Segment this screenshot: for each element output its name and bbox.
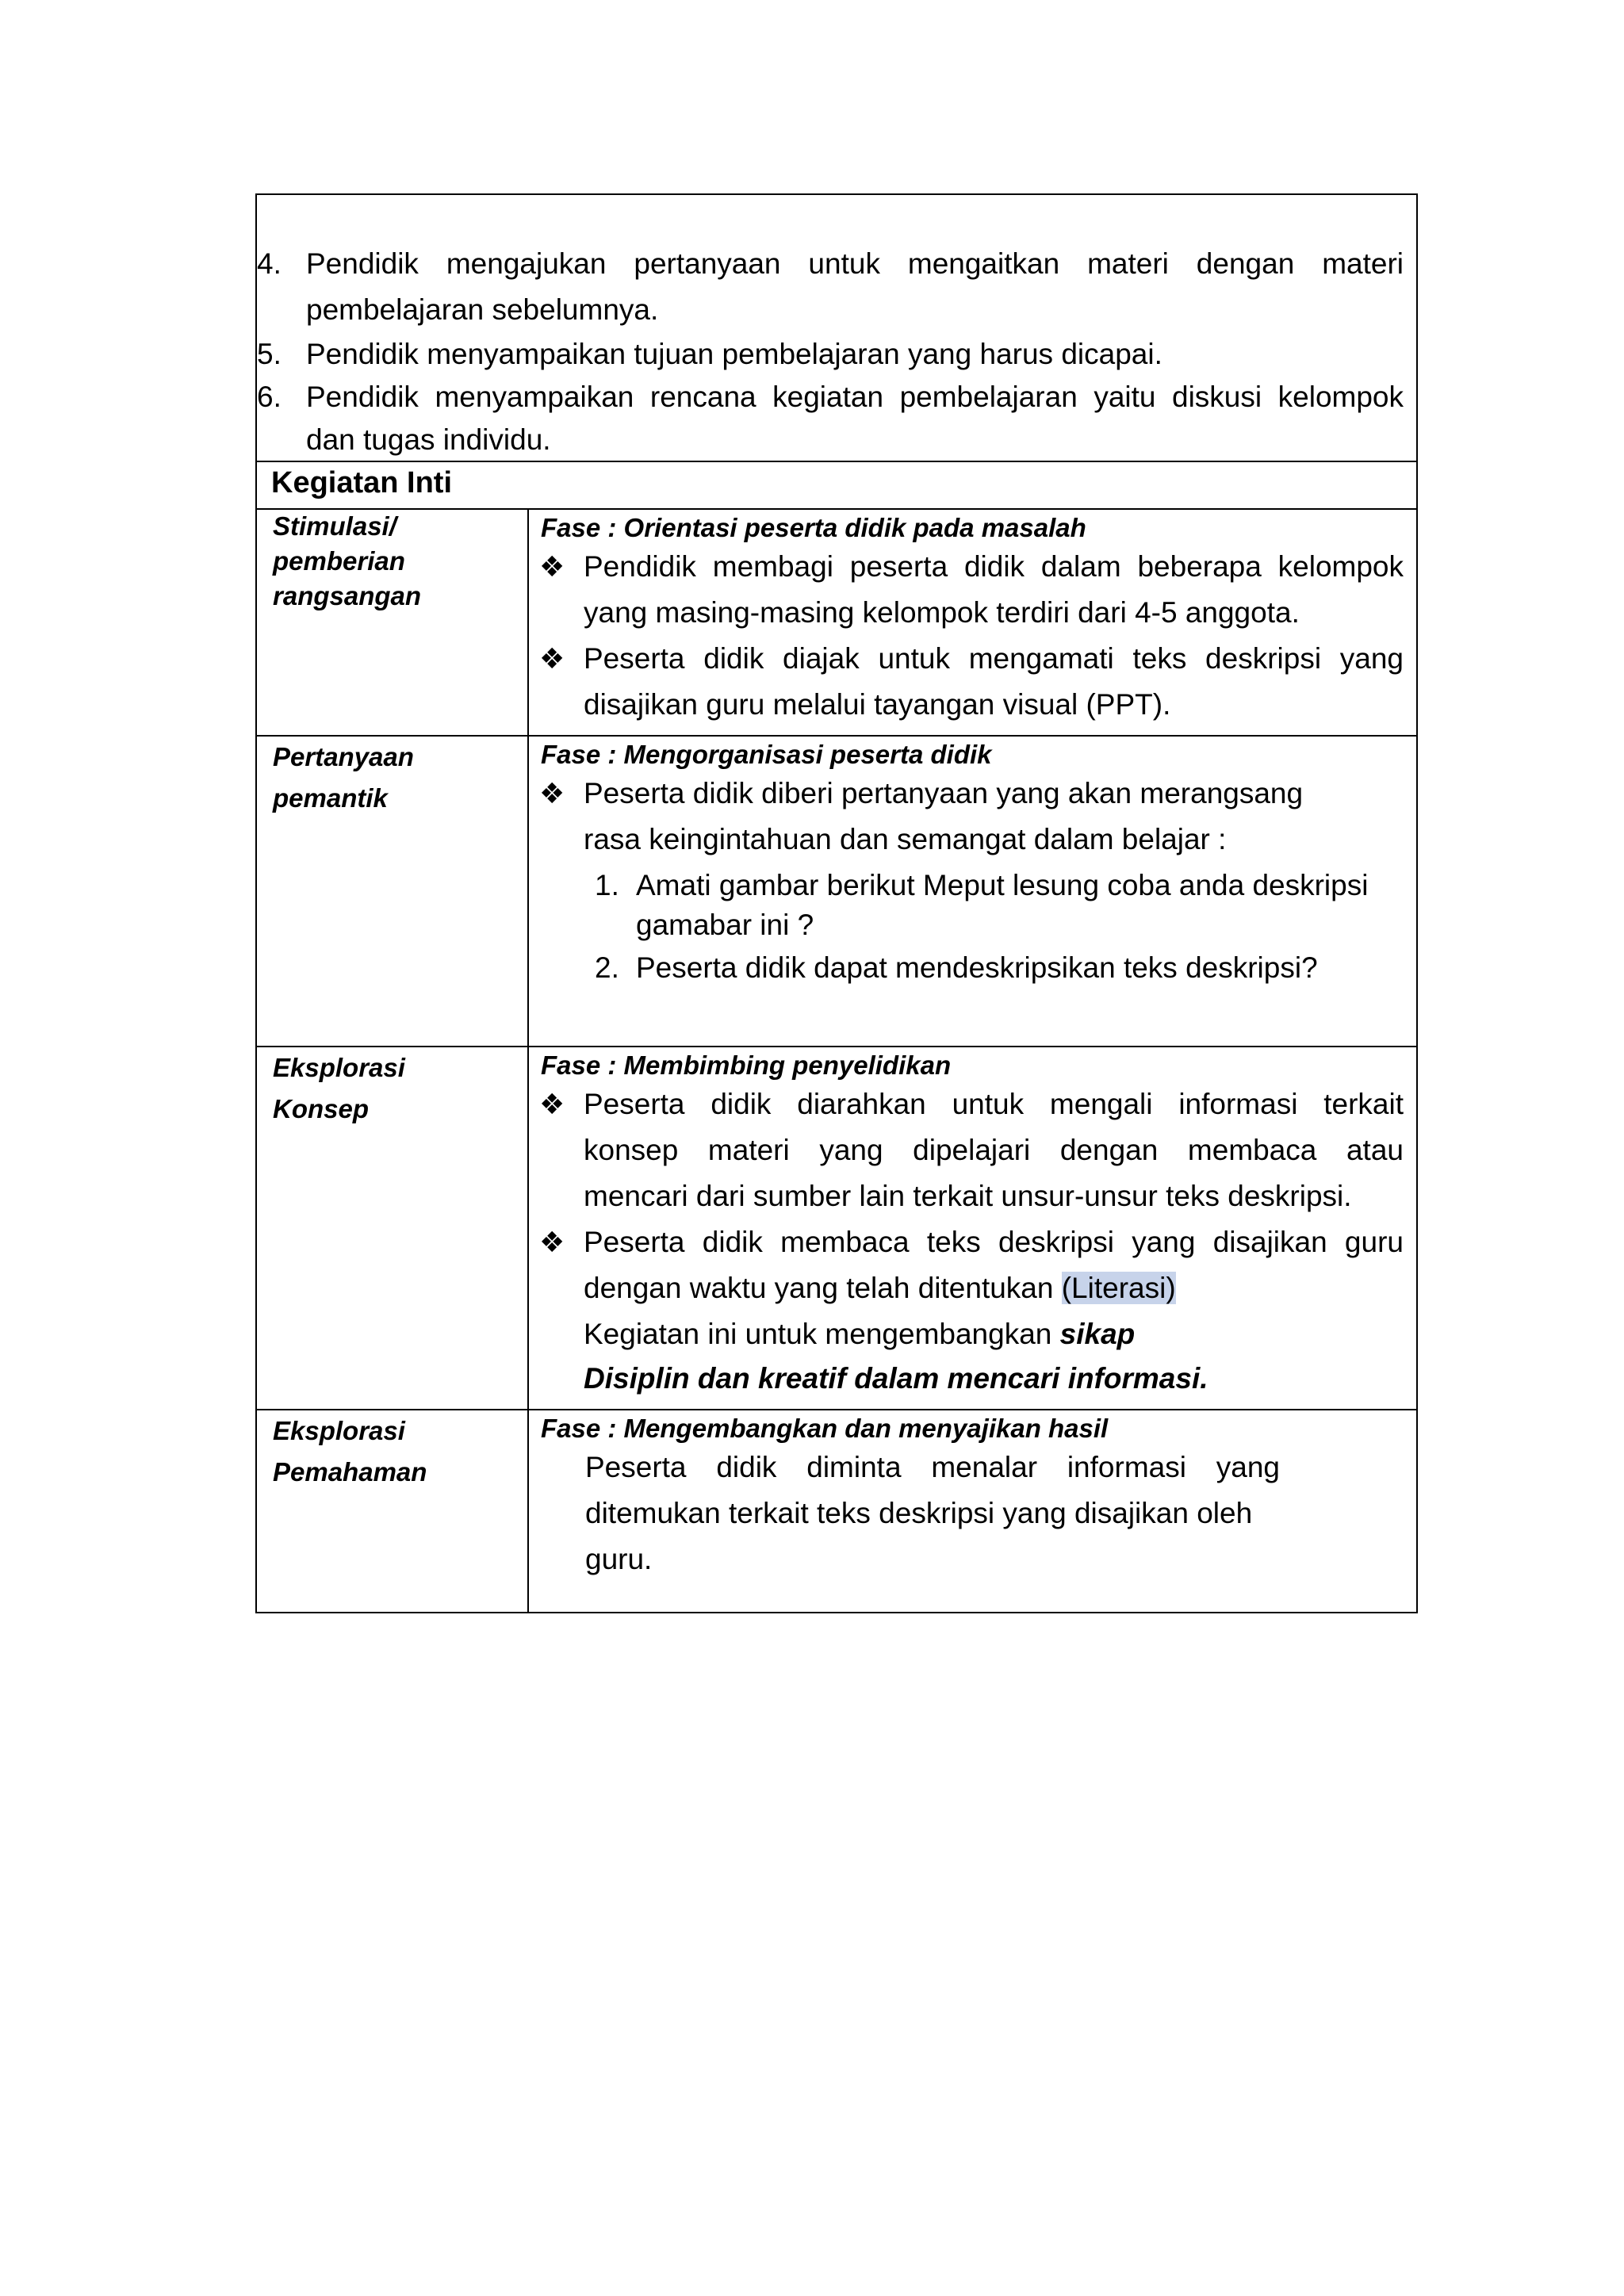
lesson-plan-table [255,193,1418,1613]
row-label-line: pemberian [273,546,405,576]
bullet-text: mencari dari sumber lain terkait unsur-unsur teks deskripsi. [584,1180,1352,1212]
question-text: Peserta didik dapat mendeskripsikan teks deskripsi? [636,951,1318,984]
diamond-bullet-icon: ❖ [539,550,565,583]
list-item-text: Pendidik mengajukan pertanyaan untuk mengaitkan materi dengan materi [306,247,1404,280]
note-emphasis: sikap [1059,1318,1136,1350]
row-label-line: Stimulasi/ [273,511,396,541]
question-number: 2. [595,951,619,984]
table-divider [257,508,1416,510]
bullet-text: Peserta didik diajak untuk mengamati teks deskripsi yang [584,642,1404,675]
list-item-text: Pendidik menyampaikan tujuan pembelajaran yang harus dicapai. [306,338,1162,370]
bullet-text: disajikan guru melalui tayangan visual (PPT). [584,688,1171,721]
row-label-line: Konsep [273,1094,370,1123]
question-number: 1. [595,869,619,901]
paragraph-line: ditemukan terkait teks deskripsi yang disajikan oleh [585,1497,1253,1529]
paragraph-line: Peserta didik diminta menalar informasi yang [585,1451,1280,1483]
bullet-text: dengan waktu yang telah ditentukan [584,1272,1054,1304]
bullet-text: Peserta didik diarahkan untuk mengali informasi terkait [584,1088,1404,1120]
diamond-bullet-icon: ❖ [539,777,565,809]
row-label-line: Pertanyaan [273,742,414,771]
bullet-text: Peserta didik diberi pertanyaan yang akan merangsang [584,777,1304,809]
row-label-line: pemantik [273,783,388,813]
diamond-bullet-icon: ❖ [539,1226,565,1258]
bullet-text-line [584,1265,1176,1311]
literasi-highlight: (Literasi) [1061,1272,1176,1304]
table-divider [257,735,1416,737]
phase-heading: Fase : Membimbing penyelidikan [541,1050,952,1080]
bullet-text: Peserta didik membaca teks deskripsi yang disajikan guru [584,1226,1404,1258]
row-label-line: Pemahaman [273,1457,427,1487]
bullet-text: konsep materi yang dipelajari dengan membaca atau [584,1134,1404,1166]
phase-heading: Fase : Mengembangkan dan menyajikan hasil [541,1414,1109,1443]
paragraph-line: guru. [585,1543,653,1575]
phase-heading: Fase : Mengorganisasi peserta didik [541,740,992,769]
table-divider [257,1046,1416,1047]
note-text: Kegiatan ini untuk mengembangkan [584,1318,1060,1350]
row-label-line: Eksplorasi [273,1053,405,1082]
row-label-line: Eksplorasi [273,1416,405,1445]
question-text: gamabar ini ? [636,909,814,941]
table-divider [257,1409,1416,1410]
list-item-text: dan tugas individu. [306,423,551,456]
development-note [584,1311,1135,1357]
diamond-bullet-icon: ❖ [539,642,565,675]
diamond-bullet-icon: ❖ [539,1088,565,1120]
row-label-line: rangsangan [273,581,422,610]
column-divider [527,508,529,1612]
question-text: Amati gambar berikut Meput lesung coba anda deskripsi [636,869,1369,901]
bullet-text: rasa keingintahuan dan semangat dalam belajar : [584,823,1227,855]
list-number: 6. [257,381,282,413]
list-item-text: pembelajaran sebelumnya. [306,293,659,326]
note-emphasis-line: Disiplin dan kreatif dalam mencari informasi. [584,1362,1208,1395]
bullet-text: Pendidik membagi peserta didik dalam beberapa kelompok [584,550,1404,583]
list-number: 5. [257,338,282,370]
section-title: Kegiatan Inti [271,466,453,499]
bullet-text: yang masing-masing kelompok terdiri dari 4-5 anggota. [584,596,1300,629]
phase-heading: Fase : Orientasi peserta didik pada masalah [541,513,1086,542]
list-number: 4. [257,247,282,280]
list-item-text: Pendidik menyampaikan rencana kegiatan pembelajaran yaitu diskusi kelompok [306,381,1404,413]
